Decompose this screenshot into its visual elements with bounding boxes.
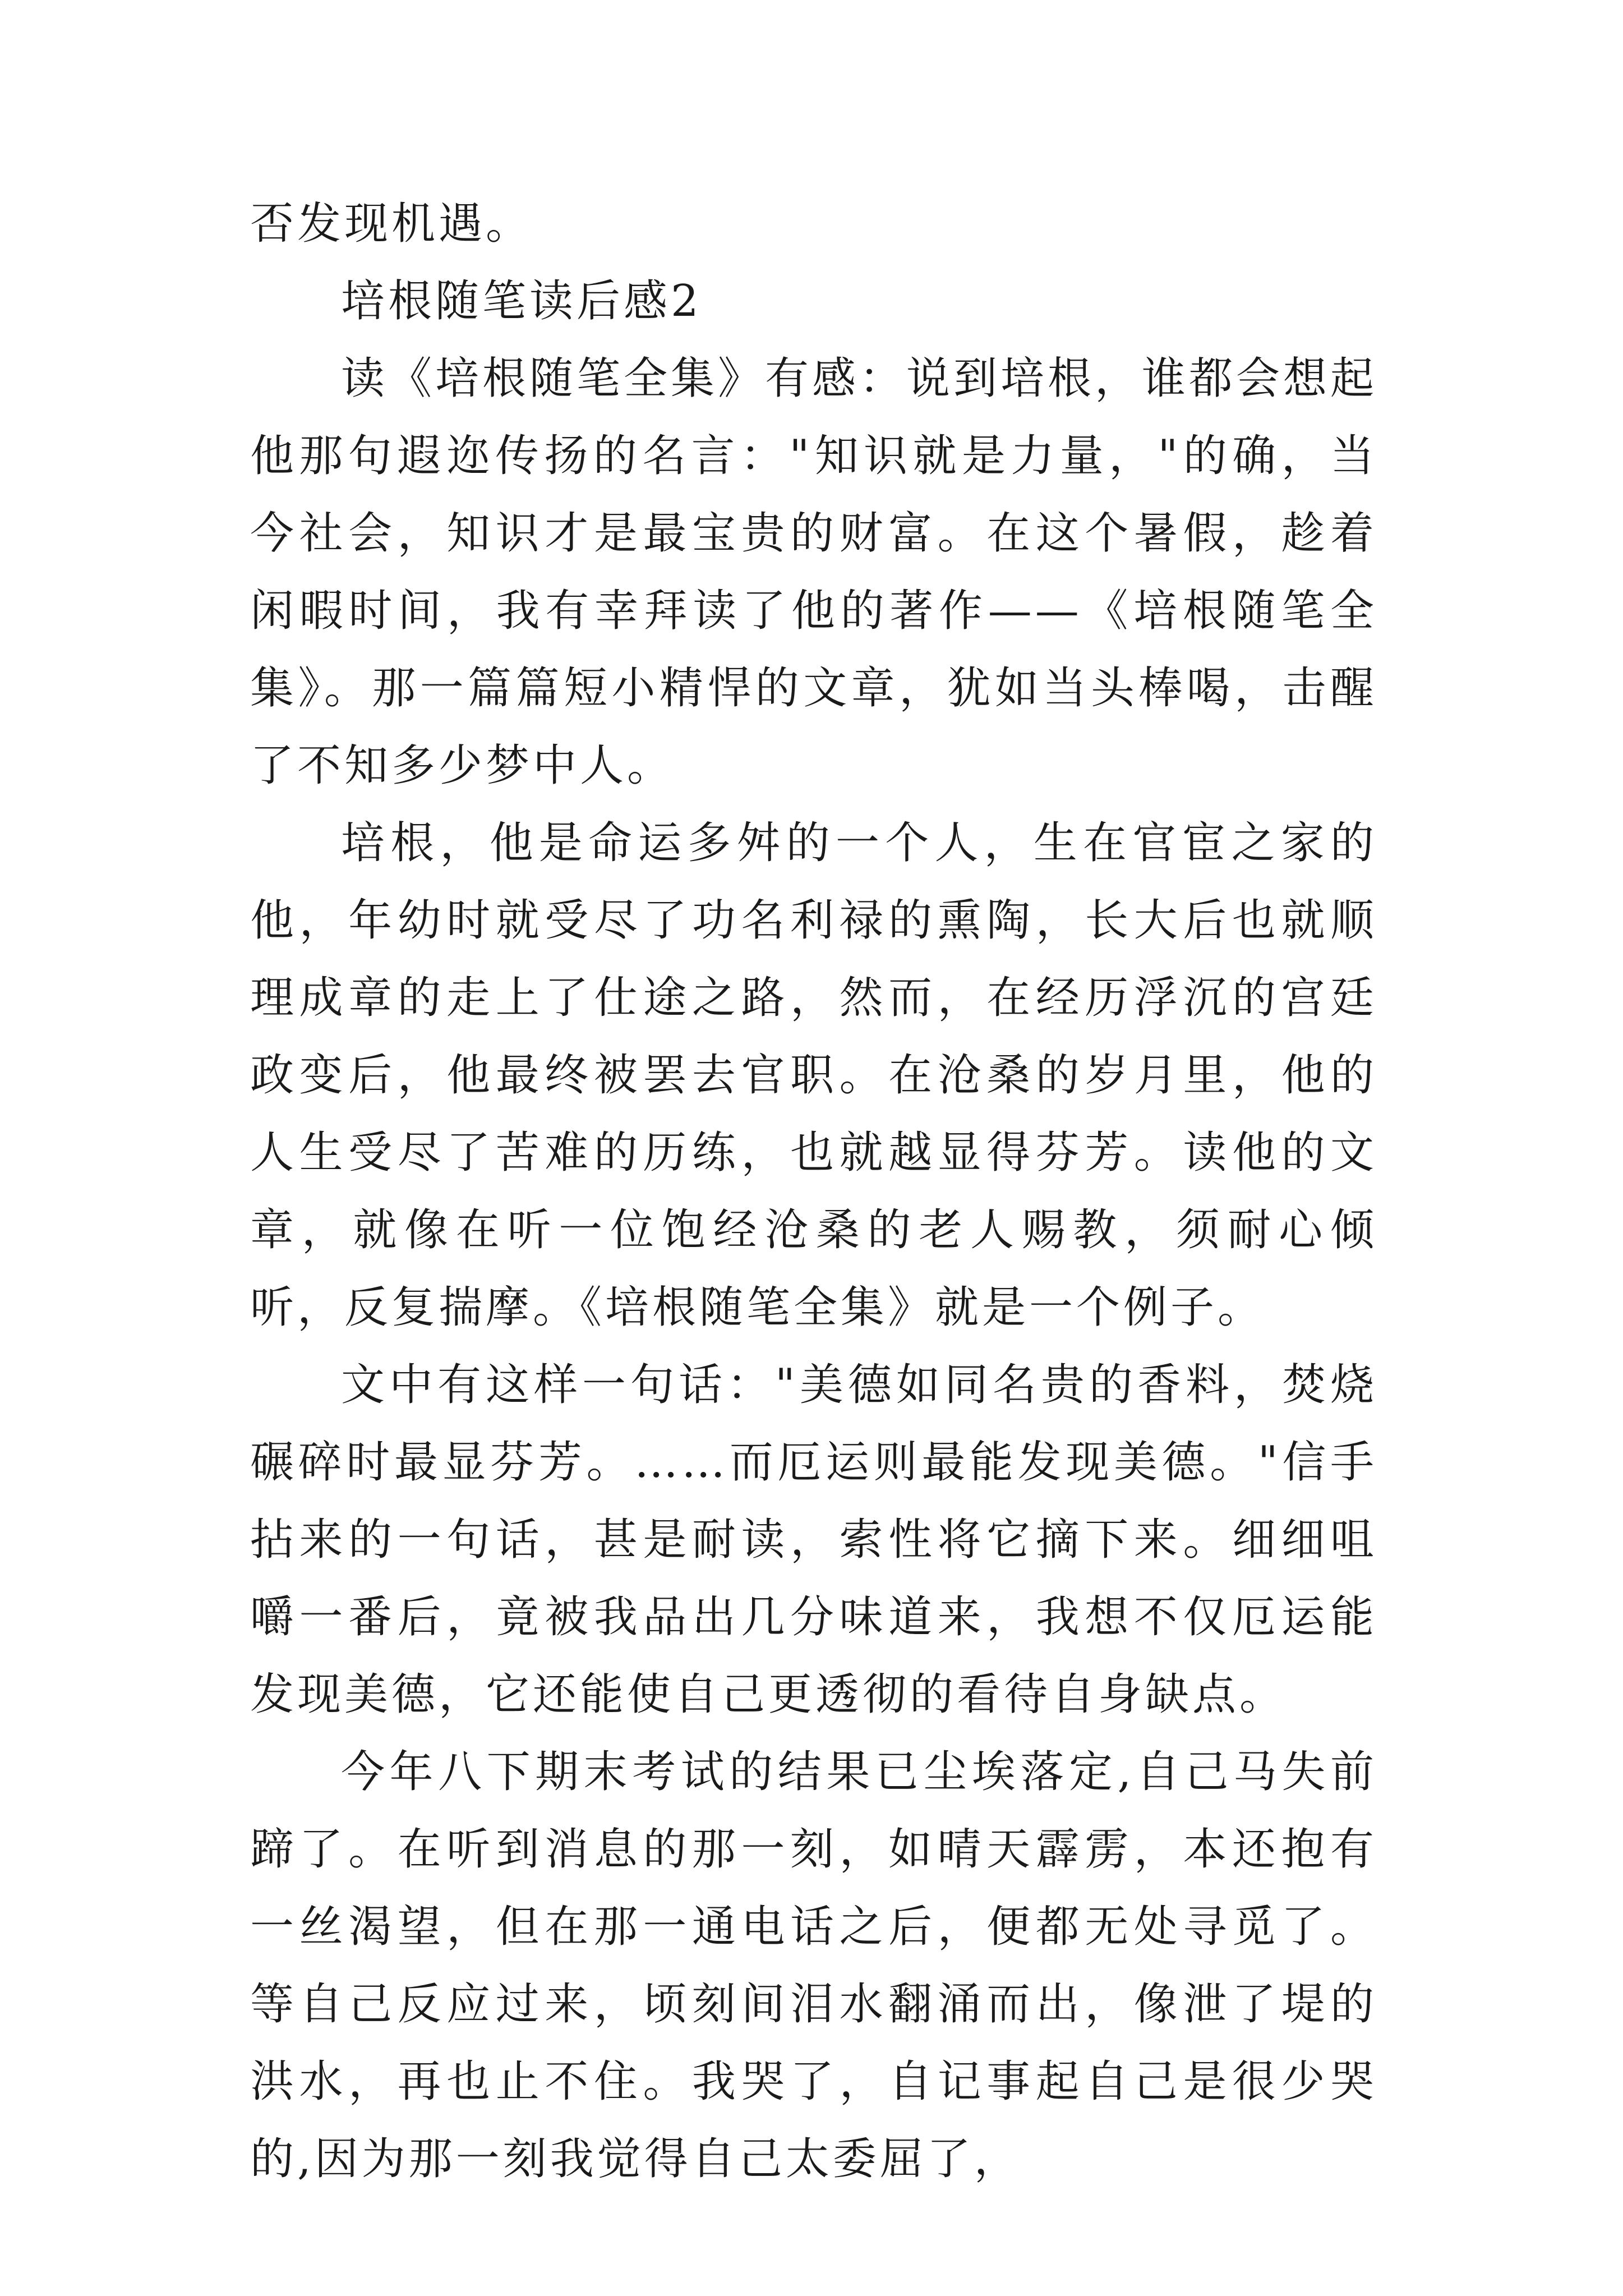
document-body	[250, 185, 1377, 2198]
paragraph: 今年八下期末考试的结果已尘埃落定,自己马失前蹄了。在听到消息的那一刻，如晴天霹雳，本还抱有一丝渴望，但在那一通电话之后，便都无处寻觅了。等自己反应过来，顷刻间泪水翻涌而出，像泄了堤的洪水，再也止不住。我哭了，自记事起自己是很少哭的,因为那一刻我觉得自己太委屈了，	[250, 1747, 1377, 2184]
section-heading: 培根随笔读后感2	[341, 276, 702, 326]
paragraph-continuation: 否发现机遇。	[250, 199, 533, 249]
paragraph: 读《培根随笔全集》有感：说到培根，谁都会想起他那句遐迩传扬的名言："知识就是力量，"的确，当今社会，知识才是最宝贵的财富。在这个暑假，趁着闲暇时间，我有幸拜读了他的著作——《培根随笔全集》。那一篇篇短小精悍的文章，犹如当头棒喝，击醒了不知多少梦中人。	[250, 353, 1378, 791]
paragraph: 文中有这样一句话："美德如同名贵的香料，焚烧碾碎时最显芬芳。……而厄运则最能发现美德。"信手拈来的一句话，甚是耐读，索性将它摘下来。细细咀嚼一番后，竟被我品出几分味道来，我想不仅厄运能发现美德，它还能使自己更透彻的看待自身缺点。	[250, 1360, 1377, 1720]
paragraph: 培根，他是命运多舛的一个人，生在官宦之家的他，年幼时就受尽了功名利禄的熏陶，长大后也就顺理成章的走上了仕途之路，然而，在经历浮沉的宫廷政变后，他最终被罢去官职。在沧桑的岁月里，他的人生受尽了苦难的历练，也就越显得芬芳。读他的文章，就像在听一位饱经沧桑的老人赐教，须耐心倾听，反复揣摩。《培根随笔全集》就是一个例子。	[250, 818, 1377, 1333]
